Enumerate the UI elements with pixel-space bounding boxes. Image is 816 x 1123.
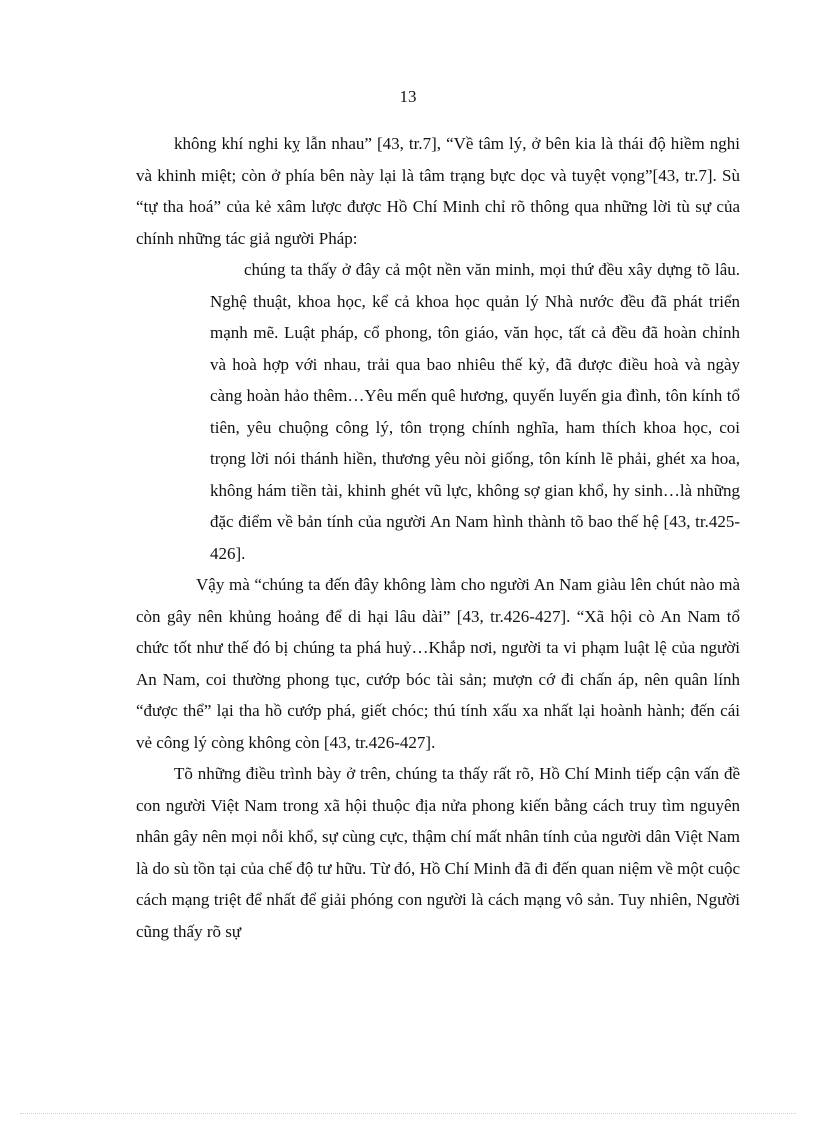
block-quote: chúng ta thấy ở đây cả một nền văn minh, mọi thứ đều xây dựng tõ lâu. Nghệ thuật, khoa học, kể cả khoa học quản lý Nhà nước đều đã phát triển mạnh mẽ. Luật pháp, cổ phong, tôn giáo, văn học, tất cả đều đã hoàn chỉnh và hoà hợp với nhau, trải qua bao nhiêu thế kỷ, đã được điều hoà và ngày càng hoàn hảo thêm…Yêu mến quê hương, quyến luyến gia đình, tôn kính tổ tiên, yêu chuộng công lý, tôn trọng chính nghĩa, ham thích khoa học, coi trọng lời nói thánh hiền, thương yêu nòi giống, tôn kính lẽ phải, ghét xa hoa, không hám tiền tài, khinh ghét vũ lực, không sợ gian khổ, hy sinh…là những đặc điểm về bản tính của người An Nam hình thành tõ bao thế hệ [43, tr.425-426]. <box>210 260 740 563</box>
page-bottom-rule <box>20 1113 796 1114</box>
page-number: 13 <box>399 87 417 106</box>
body-text <box>136 128 740 947</box>
paragraph-3: Tõ những điều trình bày ở trên, chúng ta thấy rất rõ, Hồ Chí Minh tiếp cận vấn đề con người Việt Nam trong xã hội thuộc địa nửa phong kiến bằng cách truy tìm nguyên nhân gây nên mọi nỗi khổ, sự cùng cực, thậm chí mất nhân tính của người dân Việt Nam là do sù tồn tại của chế độ tư hữu. Từ đó, Hồ Chí Minh đã đi đến quan niệm về một cuộc cách mạng triệt để nhất để giải phóng con người là cách mạng vô sản. Tuy nhiên, Người cũng thấy rõ sự <box>136 764 740 941</box>
paragraph-continuation: không khí nghi kỵ lẫn nhau” [43, tr.7], “Về tâm lý, ở bên kia là thái độ hiềm nghi và khinh miệt; còn ở phía bên này lại là tâm trạng bực dọc và tuyệt vọng”[43, tr.7]. Sù “tự tha hoá” của kẻ xâm lược được Hồ Chí Minh chỉ rõ thông qua những lời tù sự của chính những tác giả người Pháp: <box>136 134 740 248</box>
paragraph-2: Vậy mà “chúng ta đến đây không làm cho người An Nam giàu lên chút nào mà còn gây nên khủng hoảng để di hại lâu dài” [43, tr.426-427]. “Xã hội cò An Nam tổ chức tốt như thế đó bị chúng ta phá huỷ…Khắp nơi, người ta vi phạm luật lệ của người An Nam, coi thường phong tục, cướp bóc tài sản; mượn cớ đi chấn áp, nên quân lính “được thể” lại tha hồ cướp phá, giết chóc; thú tính xấu xa nhất lại hoành hành; đến cái vẻ công lý còng không còn [43, tr.426-427]. <box>136 575 740 752</box>
